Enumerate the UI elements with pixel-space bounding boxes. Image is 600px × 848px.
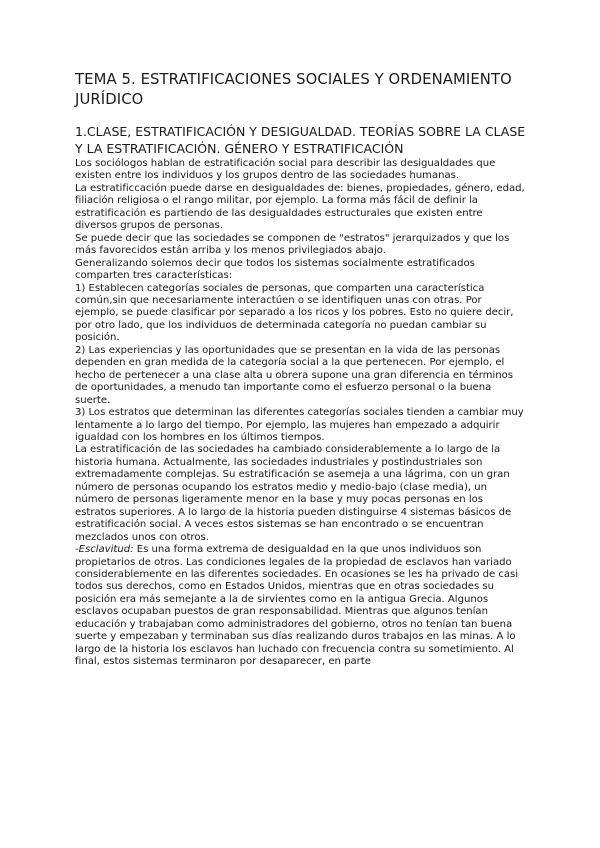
document-title: TEMA 5. ESTRATIFICACIONES SOCIALES Y ORDENAMIENTO JURÍDICO: [75, 71, 512, 108]
paragraph: La estratificcación puede darse en desigualdades de: bienes, propiedades, género, edad, filiación religiosa o el rango militar, por ejemplo. La forma más fácil de definir la estratificación es partiendo de las desigualdades estructurales que existen entre diversos grupos de personas.: [75, 182, 525, 232]
paragraph: 2) Las experiencias y las oportunidades que se presentan en la vida de las personas dependen en gran medida de la categoría social a la que pertenecen. Por ejemplo, el hecho de pertenecer a una clase alta u obrera supone una gran diferencia en términos de oportunidades, a menudo tan importante como el esfuerzo personal o la buena suerte.: [75, 344, 514, 406]
document-body: [75, 158, 525, 669]
paragraph: Los sociólogos hablan de estratificación social para describir las desigualdades que existen entre los individuos y los grupos dentro de las sociedades humanas.: [75, 158, 496, 182]
slavery-label: -Esclavitud:: [75, 544, 134, 556]
paragraph: Se puede decir que las sociedades se componen de "estratos" jerarquizados y que los más favorecidos están arriba y los menos privilegiados abajo.: [75, 232, 510, 257]
paragraph-slavery: [75, 544, 525, 669]
paragraph: 3) Los estratos que determinan las diferentes categorías sociales tienden a cambiar muy lentamente a lo largo del tiempo. Por ejemplo, las mujeres han empezado a adquirir igualdad con los hombres en los últimos tiempos.: [75, 407, 524, 443]
paragraph: 1) Establecen categorías sociales de personas, que comparten una característica común,sin que necesariamente interactúen o se identifiquen unas con otras. Por ejemplo, se puede clasificar por separado a los ricos y los pobres. Esto no quiere decir, por otro lado, que los individuos de determinada categoría no puedan cambiar su posición.: [75, 282, 514, 344]
slavery-text: Es una forma extrema de desigualdad en la que unos individuos son propietarios de otros. Las condiciones legales de la propiedad de esclavos han variado considerablemente en las diferentes sociedades. En ocasiones se les ha privado de casi todos sus derechos, como en Estados Unidos, mientras que en otras sociedades su posición era más semejante a la de sirvientes como en la antigua Grecia. Algunos esclavos ocupaban puestos de gran responsabilidad. Mientras que algunos tenían educación y trabajaban como administradores del gobierno, otros no tenían tan buena suerte y empezaban y terminaban sus días realizando duros trabajos en las minas. A lo largo de la historia los esclavos han luchado con frecuencia contra su sometimiento. Al final, estos sistemas terminaron por desaparecer, en parte: [75, 544, 519, 668]
paragraph: Generalizando solemos decir que todos los sistemas socialmente estratificados comparten tres características:: [75, 257, 475, 282]
section-heading: 1.CLASE, ESTRATIFICACIÓN Y DESIGUALDAD. TEORÍAS SOBRE LA CLASE Y LA ESTRATIFICACIÓN. GÉNERO Y ESTRATIFICACIÓN: [75, 124, 526, 156]
paragraph: La estratificación de las sociedades ha cambiado considerablemente a lo largo de la historia humana. Actualmente, las sociedades industriales y postindustriales son extremadamente complejas. Su estratificación se asemeja a una lágrima, con un gran número de personas ocupando los estratos medio y medio-bajo (clase media), un número de personas ligeramente menor en la base y muy pocas personas en los estratos superiores. A lo largo de la historia pueden distinguirse 4 sistemas básicos de estratificación social. A veces estos sistemas se han encontrado o se encuentran mezclados unos con otros.: [75, 444, 512, 543]
